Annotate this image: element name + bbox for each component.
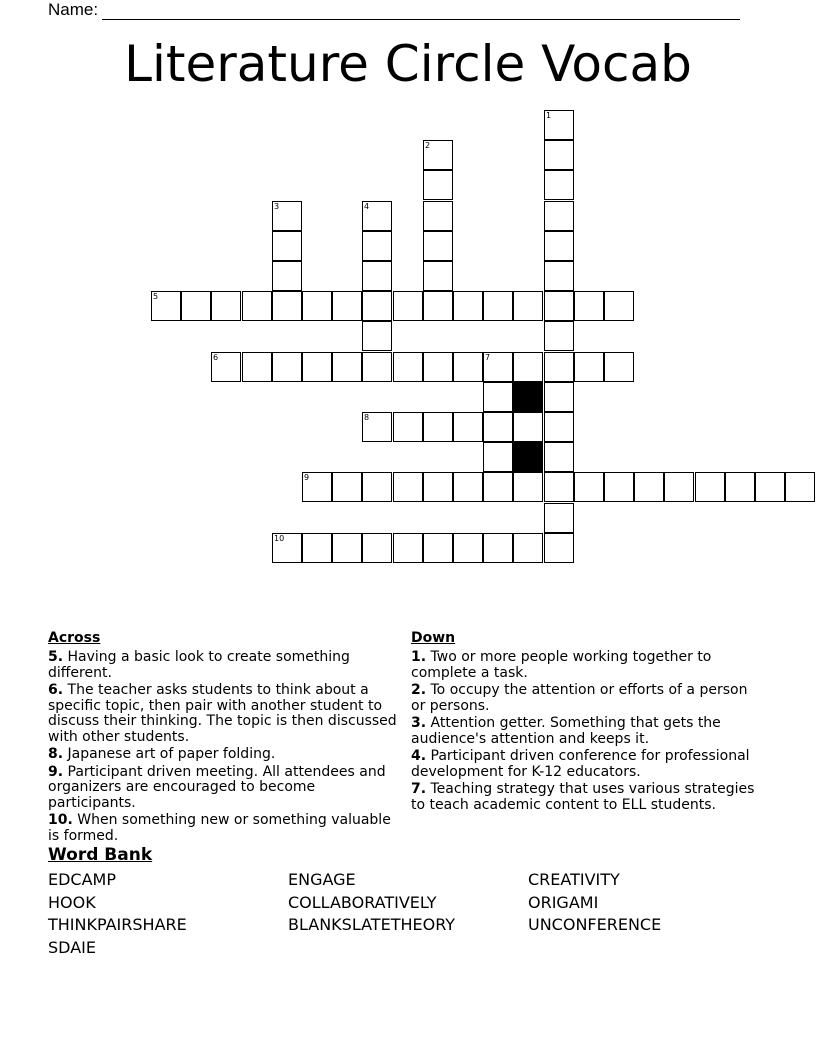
across-clue bbox=[48, 765, 404, 812]
down-heading: Down bbox=[411, 630, 456, 646]
clue-number: 2. bbox=[411, 682, 427, 698]
crossword-cell[interactable] bbox=[332, 472, 362, 502]
crossword-cell[interactable] bbox=[332, 291, 362, 321]
crossword-cell[interactable] bbox=[544, 261, 574, 291]
down-clue bbox=[411, 716, 757, 747]
clue-text: Participant driven conference for professional development for K-12 educators. bbox=[411, 748, 750, 780]
crossword-cell[interactable] bbox=[393, 472, 423, 502]
crossword-cell[interactable] bbox=[604, 352, 634, 382]
crossword-cell[interactable] bbox=[362, 201, 392, 231]
crossword-cell[interactable] bbox=[513, 291, 543, 321]
word-bank-word: UNCONFERENCE bbox=[528, 915, 662, 934]
crossword-cell[interactable] bbox=[181, 291, 211, 321]
crossword-cell[interactable] bbox=[423, 352, 453, 382]
down-clue bbox=[411, 683, 757, 714]
crossword-cell[interactable] bbox=[513, 412, 543, 442]
crossword-cell[interactable] bbox=[211, 291, 241, 321]
clue-text: Two or more people working together to complete a task. bbox=[411, 649, 712, 681]
clue-text: Participant driven meeting. All attendees and organizers are encouraged to become participants. bbox=[48, 763, 386, 811]
crossword-cell[interactable] bbox=[302, 533, 332, 563]
down-clue bbox=[411, 650, 757, 681]
crossword-cell[interactable] bbox=[453, 352, 483, 382]
crossword-cell[interactable] bbox=[362, 412, 392, 442]
clue-number: 5. bbox=[48, 649, 64, 665]
word-bank-heading: Word Bank bbox=[48, 845, 153, 865]
crossword-cell[interactable] bbox=[544, 321, 574, 351]
crossword-cell[interactable] bbox=[272, 352, 302, 382]
crossword-cell[interactable] bbox=[544, 110, 574, 140]
crossword-cell[interactable] bbox=[362, 321, 392, 351]
crossword-cell[interactable] bbox=[483, 442, 513, 472]
crossword-cell[interactable] bbox=[272, 231, 302, 261]
crossword-cell[interactable] bbox=[483, 291, 513, 321]
crossword-cell[interactable] bbox=[513, 352, 543, 382]
cell-number: 2 bbox=[425, 141, 431, 150]
crossword-cell[interactable] bbox=[785, 472, 815, 502]
crossword-cell[interactable] bbox=[544, 231, 574, 261]
clue-number: 8. bbox=[48, 746, 64, 762]
crossword-cell[interactable] bbox=[483, 382, 513, 412]
crossword-cell[interactable] bbox=[211, 352, 241, 382]
crossword-cell[interactable] bbox=[272, 533, 302, 563]
crossword-cell[interactable] bbox=[574, 291, 604, 321]
down-clue-list bbox=[411, 650, 757, 813]
crossword-cell[interactable] bbox=[755, 472, 785, 502]
crossword-cell[interactable] bbox=[664, 472, 694, 502]
cell-number: 10 bbox=[274, 534, 285, 543]
crossword-cell[interactable] bbox=[574, 352, 604, 382]
crossword-cell[interactable] bbox=[604, 472, 634, 502]
clue-text: The teacher asks students to think about a specific topic, then pair with another student to discuss their thinking. The topic is then discussed with other students. bbox=[48, 682, 397, 745]
crossword-cell[interactable] bbox=[483, 472, 513, 502]
crossword-cell[interactable] bbox=[272, 291, 302, 321]
crossword-cell[interactable] bbox=[544, 503, 574, 533]
crossword-cell[interactable] bbox=[544, 412, 574, 442]
across-clue bbox=[48, 650, 404, 681]
crossword-cell[interactable] bbox=[423, 533, 453, 563]
clue-number: 1. bbox=[411, 649, 427, 665]
word-bank-word: COLLABORATIVELY bbox=[288, 892, 437, 912]
clue-number: 7. bbox=[411, 781, 427, 797]
crossword-cell[interactable] bbox=[695, 472, 725, 502]
crossword-cell[interactable] bbox=[634, 472, 664, 502]
crossword-cell[interactable] bbox=[453, 533, 483, 563]
word-bank-word: HOOK bbox=[48, 892, 96, 912]
crossword-cell[interactable] bbox=[544, 291, 574, 321]
crossword-cell[interactable] bbox=[483, 533, 513, 563]
clue-text: Attention getter. Something that gets the audience's attention and keeps it. bbox=[411, 715, 721, 747]
crossword-cell[interactable] bbox=[423, 472, 453, 502]
word-bank-word: EDCAMP bbox=[48, 870, 116, 889]
clue-text: Teaching strategy that uses various strategies to teach academic content to ELL students. bbox=[411, 781, 755, 813]
word-bank-list bbox=[48, 869, 768, 959]
crossword-cell[interactable] bbox=[151, 291, 181, 321]
shaded-cell bbox=[513, 382, 543, 412]
page-title: Literature Circle Vocab bbox=[124, 35, 692, 93]
cell-number: 9 bbox=[304, 473, 310, 482]
cell-number: 4 bbox=[364, 202, 370, 211]
crossword-cell[interactable] bbox=[544, 170, 574, 200]
crossword-cell[interactable] bbox=[574, 472, 604, 502]
word-bank-word: CREATIVITY bbox=[528, 870, 620, 889]
across-clue bbox=[48, 813, 404, 844]
word-bank-word: ENGAGE bbox=[288, 870, 356, 889]
crossword-cell[interactable] bbox=[393, 291, 423, 321]
clue-number: 9. bbox=[48, 763, 64, 780]
word-bank-word: BLANKSLATETHEORY bbox=[288, 915, 456, 934]
crossword-cell[interactable] bbox=[423, 261, 453, 291]
word-bank-word: SDAIE bbox=[48, 937, 96, 957]
cell-number: 5 bbox=[153, 292, 159, 301]
crossword-cell[interactable] bbox=[362, 352, 392, 382]
across-clue bbox=[48, 683, 404, 745]
cell-number: 6 bbox=[213, 353, 219, 362]
clue-text: To occupy the attention or efforts of a person or persons. bbox=[411, 682, 748, 714]
crossword-cell[interactable] bbox=[242, 291, 272, 321]
crossword-cell[interactable] bbox=[242, 352, 272, 382]
across-clue-list bbox=[48, 650, 404, 844]
crossword-cell[interactable] bbox=[362, 472, 392, 502]
crossword-cell[interactable] bbox=[393, 412, 423, 442]
crossword-cell[interactable] bbox=[302, 291, 332, 321]
word-bank bbox=[48, 845, 768, 959]
crossword-cell[interactable] bbox=[302, 352, 332, 382]
across-heading: Across bbox=[48, 630, 101, 646]
shaded-cell bbox=[513, 442, 543, 472]
across-clues bbox=[48, 630, 404, 846]
crossword-cell[interactable] bbox=[272, 261, 302, 291]
crossword-cell[interactable] bbox=[393, 352, 423, 382]
crossword-cell[interactable] bbox=[483, 352, 513, 382]
clue-text: When something new or something valuable is formed. bbox=[48, 812, 391, 844]
crossword-cell[interactable] bbox=[362, 231, 392, 261]
cell-number: 8 bbox=[364, 413, 370, 422]
crossword-cell[interactable] bbox=[513, 472, 543, 502]
crossword-cell[interactable] bbox=[453, 291, 483, 321]
crossword-cell[interactable] bbox=[544, 472, 574, 502]
clue-number: 3. bbox=[411, 715, 427, 731]
clue-number: 6. bbox=[48, 682, 64, 698]
crossword-cell[interactable] bbox=[544, 352, 574, 382]
crossword-cell[interactable] bbox=[544, 382, 574, 412]
cell-number: 1 bbox=[546, 111, 552, 120]
crossword-cell[interactable] bbox=[272, 201, 302, 231]
clue-number: 4. bbox=[411, 748, 427, 764]
crossword-cell[interactable] bbox=[453, 472, 483, 502]
crossword-cell[interactable] bbox=[544, 201, 574, 231]
clue-text: Having a basic look to create something different. bbox=[48, 649, 350, 681]
crossword-cell[interactable] bbox=[423, 170, 453, 200]
clue-text: Japanese art of paper folding. bbox=[63, 746, 276, 762]
crossword-cell[interactable] bbox=[544, 442, 574, 472]
crossword-cell[interactable] bbox=[544, 533, 574, 563]
crossword-cell[interactable] bbox=[362, 261, 392, 291]
down-clue bbox=[411, 749, 757, 780]
crossword-cell[interactable] bbox=[513, 533, 543, 563]
crossword-cell[interactable] bbox=[483, 412, 513, 442]
crossword-cell[interactable] bbox=[423, 201, 453, 231]
crossword-cell[interactable] bbox=[423, 412, 453, 442]
cell-number: 3 bbox=[274, 202, 280, 211]
word-bank-word: ORIGAMI bbox=[528, 892, 599, 912]
crossword-cell[interactable] bbox=[423, 231, 453, 261]
crossword-cell[interactable] bbox=[453, 412, 483, 442]
across-clue bbox=[48, 747, 404, 763]
crossword-cell[interactable] bbox=[423, 291, 453, 321]
crossword-cell[interactable] bbox=[544, 140, 574, 170]
crossword-cell[interactable] bbox=[423, 140, 453, 170]
crossword-cell[interactable] bbox=[725, 472, 755, 502]
crossword-cell[interactable] bbox=[332, 533, 362, 563]
cell-number: 7 bbox=[485, 353, 491, 362]
crossword-cell[interactable] bbox=[362, 533, 392, 563]
crossword-cell[interactable] bbox=[332, 352, 362, 382]
crossword-cell[interactable] bbox=[362, 291, 392, 321]
crossword-cell[interactable] bbox=[604, 291, 634, 321]
clue-number: 10. bbox=[48, 812, 73, 828]
crossword-cell[interactable] bbox=[302, 472, 332, 502]
down-clue bbox=[411, 782, 757, 813]
down-clues bbox=[411, 630, 757, 815]
crossword-cell[interactable] bbox=[393, 533, 423, 563]
word-bank-word: THINKPAIRSHARE bbox=[48, 915, 187, 934]
name-label: Name: bbox=[48, 0, 99, 19]
